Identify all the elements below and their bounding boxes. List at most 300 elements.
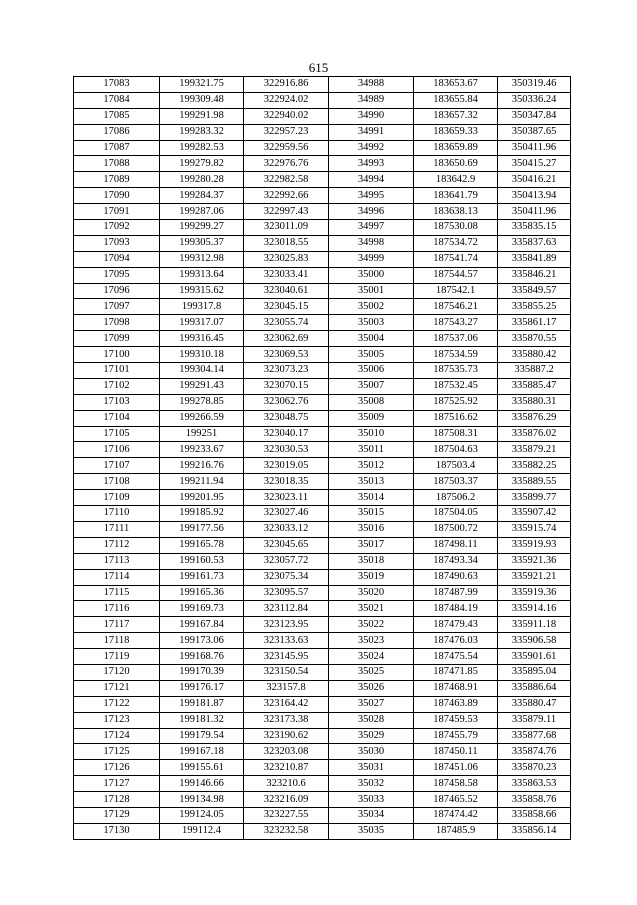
table-cell-y-left: 322959.56 [244, 140, 329, 156]
table-cell-point-id-left: 17090 [74, 188, 160, 204]
table-row [74, 394, 571, 410]
table-cell-point-id-right: 35024 [329, 649, 414, 665]
table-cell-y-left: 322916.86 [244, 77, 329, 93]
table-cell-point-id-right: 35008 [329, 394, 414, 410]
table-cell-y-left: 322997.43 [244, 204, 329, 220]
table-row [74, 442, 571, 458]
table-cell-y-right: 335856.14 [498, 823, 571, 839]
table-cell-x-right: 187465.52 [414, 792, 498, 808]
table-cell-y-left: 323040.61 [244, 283, 329, 299]
coordinates-table-body [74, 77, 571, 840]
table-cell-y-left: 323173.38 [244, 712, 329, 728]
table-cell-y-right: 335901.61 [498, 649, 571, 665]
table-row [74, 92, 571, 108]
table-cell-point-id-left: 17096 [74, 283, 160, 299]
table-cell-y-left: 322924.02 [244, 92, 329, 108]
table-cell-point-id-right: 35021 [329, 601, 414, 617]
table-cell-x-right: 187532.45 [414, 378, 498, 394]
table-cell-y-left: 323045.15 [244, 299, 329, 315]
table-row [74, 474, 571, 490]
table-cell-y-right: 335919.93 [498, 537, 571, 553]
table-cell-x-left: 199181.32 [160, 712, 244, 728]
table-cell-point-id-right: 35006 [329, 363, 414, 379]
table-cell-point-id-left: 17099 [74, 331, 160, 347]
table-cell-y-left: 323048.75 [244, 410, 329, 426]
table-cell-x-left: 199315.62 [160, 283, 244, 299]
table-cell-point-id-left: 17117 [74, 617, 160, 633]
table-cell-point-id-right: 35014 [329, 490, 414, 506]
table-cell-x-right: 187458.58 [414, 776, 498, 792]
table-cell-x-right: 187471.85 [414, 664, 498, 680]
table-cell-point-id-right: 35001 [329, 283, 414, 299]
table-cell-y-right: 335863.53 [498, 776, 571, 792]
table-row [74, 792, 571, 808]
table-cell-y-right: 335921.36 [498, 553, 571, 569]
table-row [74, 521, 571, 537]
table-cell-point-id-right: 35007 [329, 378, 414, 394]
table-cell-y-left: 323045.65 [244, 537, 329, 553]
table-row [74, 172, 571, 188]
table-cell-y-right: 335861.17 [498, 315, 571, 331]
table-cell-x-left: 199317.07 [160, 315, 244, 331]
table-cell-point-id-left: 17107 [74, 458, 160, 474]
table-cell-x-left: 199155.61 [160, 760, 244, 776]
table-cell-x-right: 187508.31 [414, 426, 498, 442]
table-cell-y-left: 323075.34 [244, 569, 329, 585]
table-cell-point-id-right: 35017 [329, 537, 414, 553]
table-cell-x-right: 183657.32 [414, 108, 498, 124]
table-cell-point-id-right: 34998 [329, 235, 414, 251]
table-cell-y-left: 322992.66 [244, 188, 329, 204]
table-cell-x-right: 183641.79 [414, 188, 498, 204]
table-cell-y-right: 335880.42 [498, 347, 571, 363]
table-cell-point-id-right: 34996 [329, 204, 414, 220]
table-row [74, 569, 571, 585]
table-cell-x-right: 187493.34 [414, 553, 498, 569]
table-cell-x-left: 199310.18 [160, 347, 244, 363]
table-cell-x-right: 187546.21 [414, 299, 498, 315]
table-cell-y-left: 323055.74 [244, 315, 329, 331]
table-cell-point-id-right: 35012 [329, 458, 414, 474]
table-cell-point-id-left: 17110 [74, 506, 160, 522]
table-cell-x-right: 183659.89 [414, 140, 498, 156]
table-cell-x-right: 187506.2 [414, 490, 498, 506]
table-cell-x-left: 199283.32 [160, 124, 244, 140]
table-cell-point-id-right: 35020 [329, 585, 414, 601]
table-row [74, 712, 571, 728]
table-cell-y-right: 335876.29 [498, 410, 571, 426]
table-cell-y-right: 335855.25 [498, 299, 571, 315]
table-row [74, 490, 571, 506]
table-row [74, 617, 571, 633]
table-cell-point-id-left: 17119 [74, 649, 160, 665]
table-cell-point-id-left: 17121 [74, 680, 160, 696]
table-cell-y-right: 335879.21 [498, 442, 571, 458]
table-cell-point-id-left: 17124 [74, 728, 160, 744]
table-cell-point-id-left: 17088 [74, 156, 160, 172]
table-cell-point-id-right: 35029 [329, 728, 414, 744]
table-cell-point-id-right: 35009 [329, 410, 414, 426]
table-cell-point-id-right: 35005 [329, 347, 414, 363]
table-cell-y-right: 335835.15 [498, 220, 571, 236]
table-cell-y-right: 335921.21 [498, 569, 571, 585]
table-cell-y-right: 350411.96 [498, 140, 571, 156]
table-cell-x-left: 199312.98 [160, 251, 244, 267]
table-cell-point-id-left: 17092 [74, 220, 160, 236]
table-cell-y-right: 335846.21 [498, 267, 571, 283]
table-cell-y-left: 323069.53 [244, 347, 329, 363]
table-cell-y-left: 323227.55 [244, 807, 329, 823]
table-cell-y-right: 350413.94 [498, 188, 571, 204]
table-cell-x-left: 199278.85 [160, 394, 244, 410]
table-cell-point-id-right: 35004 [329, 331, 414, 347]
table-row [74, 156, 571, 172]
table-cell-y-right: 350416.21 [498, 172, 571, 188]
table-cell-y-right: 335880.31 [498, 394, 571, 410]
table-cell-y-right: 335849.57 [498, 283, 571, 299]
table-cell-x-left: 199251 [160, 426, 244, 442]
table-cell-x-left: 199284.37 [160, 188, 244, 204]
table-cell-x-right: 187503.4 [414, 458, 498, 474]
table-cell-y-left: 323023.11 [244, 490, 329, 506]
table-cell-y-left: 323062.69 [244, 331, 329, 347]
table-cell-point-id-right: 34989 [329, 92, 414, 108]
table-cell-y-right: 350411.96 [498, 204, 571, 220]
table-row [74, 299, 571, 315]
table-cell-y-left: 323027.46 [244, 506, 329, 522]
table-cell-point-id-right: 35022 [329, 617, 414, 633]
table-cell-y-left: 323040.17 [244, 426, 329, 442]
table-cell-point-id-left: 17101 [74, 363, 160, 379]
table-row [74, 426, 571, 442]
table-cell-y-right: 335870.55 [498, 331, 571, 347]
table-cell-point-id-left: 17085 [74, 108, 160, 124]
table-row [74, 347, 571, 363]
table-cell-y-left: 323232.58 [244, 823, 329, 839]
page-number: 615 [308, 60, 329, 75]
table-cell-x-right: 187504.05 [414, 506, 498, 522]
table-cell-y-left: 323070.15 [244, 378, 329, 394]
table-cell-y-right: 350336.24 [498, 92, 571, 108]
table-cell-x-right: 187537.06 [414, 331, 498, 347]
table-cell-point-id-right: 35025 [329, 664, 414, 680]
table-cell-x-right: 183653.67 [414, 77, 498, 93]
table-cell-x-left: 199279.82 [160, 156, 244, 172]
table-cell-point-id-left: 17114 [74, 569, 160, 585]
table-row [74, 744, 571, 760]
table-cell-x-left: 199112.4 [160, 823, 244, 839]
table-cell-y-left: 323133.63 [244, 633, 329, 649]
table-cell-x-right: 187498.11 [414, 537, 498, 553]
table-cell-y-left: 323025.83 [244, 251, 329, 267]
table-cell-point-id-left: 17102 [74, 378, 160, 394]
table-row [74, 108, 571, 124]
table-cell-y-right: 335899.77 [498, 490, 571, 506]
table-row [74, 506, 571, 522]
table-cell-x-left: 199165.78 [160, 537, 244, 553]
table-cell-y-left: 323062.76 [244, 394, 329, 410]
table-cell-y-left: 323150.54 [244, 664, 329, 680]
table-cell-y-left: 323019.05 [244, 458, 329, 474]
table-cell-point-id-right: 35003 [329, 315, 414, 331]
table-cell-x-right: 187543.27 [414, 315, 498, 331]
table-cell-x-right: 187450.11 [414, 744, 498, 760]
table-cell-point-id-right: 35028 [329, 712, 414, 728]
table-cell-x-right: 187474.42 [414, 807, 498, 823]
table-cell-x-right: 187485.9 [414, 823, 498, 839]
table-cell-y-right: 350319.46 [498, 77, 571, 93]
table-cell-y-right: 335914.16 [498, 601, 571, 617]
table-cell-x-right: 187525.92 [414, 394, 498, 410]
table-cell-y-right: 335882.25 [498, 458, 571, 474]
table-cell-x-left: 199304.14 [160, 363, 244, 379]
table-cell-y-right: 335887.2 [498, 363, 571, 379]
table-cell-point-id-left: 17118 [74, 633, 160, 649]
table-cell-x-left: 199266.59 [160, 410, 244, 426]
table-row [74, 696, 571, 712]
table-cell-x-right: 187544.57 [414, 267, 498, 283]
table-row [74, 283, 571, 299]
table-row [74, 585, 571, 601]
table-cell-point-id-left: 17122 [74, 696, 160, 712]
table-cell-y-left: 323033.41 [244, 267, 329, 283]
table-cell-point-id-left: 17091 [74, 204, 160, 220]
table-cell-x-left: 199146.66 [160, 776, 244, 792]
table-cell-point-id-left: 17105 [74, 426, 160, 442]
table-cell-point-id-right: 35018 [329, 553, 414, 569]
table-cell-x-left: 199176.17 [160, 680, 244, 696]
table-cell-y-right: 335907.42 [498, 506, 571, 522]
table-cell-x-right: 187504.63 [414, 442, 498, 458]
table-cell-x-left: 199165.36 [160, 585, 244, 601]
table-cell-x-left: 199291.98 [160, 108, 244, 124]
table-cell-point-id-left: 17127 [74, 776, 160, 792]
table-cell-x-right: 187451.06 [414, 760, 498, 776]
table-cell-x-right: 183638.13 [414, 204, 498, 220]
table-row [74, 553, 571, 569]
table-cell-x-left: 199124.05 [160, 807, 244, 823]
table-cell-point-id-left: 17100 [74, 347, 160, 363]
table-cell-x-left: 199216.76 [160, 458, 244, 474]
table-cell-point-id-right: 34999 [329, 251, 414, 267]
table-cell-x-right: 183659.33 [414, 124, 498, 140]
table-cell-y-right: 350347.84 [498, 108, 571, 124]
table-cell-y-left: 323164.42 [244, 696, 329, 712]
table-cell-point-id-left: 17116 [74, 601, 160, 617]
table-cell-point-id-right: 35031 [329, 760, 414, 776]
table-cell-x-right: 187516.62 [414, 410, 498, 426]
table-cell-y-left: 323210.6 [244, 776, 329, 792]
table-cell-x-left: 199201.95 [160, 490, 244, 506]
table-cell-y-left: 323123.95 [244, 617, 329, 633]
table-cell-point-id-right: 35015 [329, 506, 414, 522]
table-cell-x-left: 199134.98 [160, 792, 244, 808]
table-cell-point-id-left: 17130 [74, 823, 160, 839]
table-cell-y-right: 335919.36 [498, 585, 571, 601]
table-row [74, 77, 571, 93]
table-cell-y-left: 323157.8 [244, 680, 329, 696]
table-row [74, 124, 571, 140]
table-row [74, 728, 571, 744]
table-cell-y-right: 335895.04 [498, 664, 571, 680]
table-cell-point-id-left: 17123 [74, 712, 160, 728]
table-cell-x-left: 199177.56 [160, 521, 244, 537]
table-cell-point-id-right: 35011 [329, 442, 414, 458]
table-row [74, 649, 571, 665]
table-cell-y-right: 335870.23 [498, 760, 571, 776]
table-cell-point-id-left: 17104 [74, 410, 160, 426]
table-cell-x-left: 199282.53 [160, 140, 244, 156]
table-cell-x-right: 187530.08 [414, 220, 498, 236]
table-cell-y-left: 322957.23 [244, 124, 329, 140]
table-cell-point-id-right: 35030 [329, 744, 414, 760]
table-cell-x-left: 199321.75 [160, 77, 244, 93]
table-cell-point-id-left: 17094 [74, 251, 160, 267]
table-cell-y-right: 335879.11 [498, 712, 571, 728]
table-cell-point-id-right: 34988 [329, 77, 414, 93]
table-cell-y-right: 335877.68 [498, 728, 571, 744]
table-cell-x-left: 199299.27 [160, 220, 244, 236]
table-cell-x-left: 199185.92 [160, 506, 244, 522]
table-row [74, 363, 571, 379]
table-cell-x-right: 187463.89 [414, 696, 498, 712]
table-cell-point-id-left: 17115 [74, 585, 160, 601]
table-cell-x-right: 183655.84 [414, 92, 498, 108]
table-row [74, 267, 571, 283]
table-cell-point-id-left: 17120 [74, 664, 160, 680]
table-row [74, 807, 571, 823]
table-cell-x-right: 187541.74 [414, 251, 498, 267]
table-cell-point-id-left: 17126 [74, 760, 160, 776]
table-cell-y-left: 322940.02 [244, 108, 329, 124]
table-cell-y-left: 323018.55 [244, 235, 329, 251]
table-cell-x-right: 187490.63 [414, 569, 498, 585]
table-cell-y-right: 335837.63 [498, 235, 571, 251]
table-row [74, 315, 571, 331]
table-cell-y-right: 335874.76 [498, 744, 571, 760]
table-cell-point-id-right: 35034 [329, 807, 414, 823]
table-cell-y-left: 323033.12 [244, 521, 329, 537]
table-cell-point-id-left: 17109 [74, 490, 160, 506]
table-row [74, 235, 571, 251]
table-cell-point-id-right: 35016 [329, 521, 414, 537]
table-cell-point-id-left: 17083 [74, 77, 160, 93]
table-cell-y-left: 323145.95 [244, 649, 329, 665]
table-cell-point-id-right: 35000 [329, 267, 414, 283]
table-cell-point-id-right: 35002 [329, 299, 414, 315]
table-cell-x-right: 187534.59 [414, 347, 498, 363]
table-cell-x-left: 199167.18 [160, 744, 244, 760]
table-row [74, 664, 571, 680]
table-cell-y-left: 323030.53 [244, 442, 329, 458]
table-cell-point-id-left: 17103 [74, 394, 160, 410]
table-cell-y-right: 335841.89 [498, 251, 571, 267]
table-row [74, 458, 571, 474]
table-cell-y-right: 335885.47 [498, 378, 571, 394]
table-cell-x-left: 199317.8 [160, 299, 244, 315]
table-row [74, 220, 571, 236]
table-cell-y-left: 323095.57 [244, 585, 329, 601]
table-row [74, 410, 571, 426]
table-cell-point-id-right: 34997 [329, 220, 414, 236]
table-cell-y-right: 335858.76 [498, 792, 571, 808]
table-row [74, 601, 571, 617]
table-row [74, 680, 571, 696]
table-cell-x-right: 187535.73 [414, 363, 498, 379]
table-row [74, 251, 571, 267]
table-cell-point-id-right: 35010 [329, 426, 414, 442]
table-cell-x-left: 199160.53 [160, 553, 244, 569]
table-row [74, 776, 571, 792]
table-cell-x-right: 183650.69 [414, 156, 498, 172]
table-cell-x-left: 199173.06 [160, 633, 244, 649]
table-cell-point-id-left: 17112 [74, 537, 160, 553]
table-cell-x-right: 187468.91 [414, 680, 498, 696]
table-cell-point-id-left: 17087 [74, 140, 160, 156]
table-cell-point-id-right: 34995 [329, 188, 414, 204]
table-cell-x-right: 187479.43 [414, 617, 498, 633]
table-cell-y-left: 323057.72 [244, 553, 329, 569]
table-cell-x-left: 199167.84 [160, 617, 244, 633]
table-cell-x-right: 187487.99 [414, 585, 498, 601]
table-cell-x-right: 187459.53 [414, 712, 498, 728]
table-row [74, 204, 571, 220]
table-cell-point-id-right: 35035 [329, 823, 414, 839]
table-cell-x-left: 199287.06 [160, 204, 244, 220]
table-cell-point-id-right: 34992 [329, 140, 414, 156]
table-cell-x-left: 199291.43 [160, 378, 244, 394]
table-cell-y-left: 323073.23 [244, 363, 329, 379]
table-cell-point-id-right: 35032 [329, 776, 414, 792]
table-cell-y-right: 350387.65 [498, 124, 571, 140]
table-row [74, 331, 571, 347]
table-cell-x-right: 187484.19 [414, 601, 498, 617]
table-cell-point-id-right: 35023 [329, 633, 414, 649]
table-cell-x-right: 187476.03 [414, 633, 498, 649]
table-row [74, 760, 571, 776]
table-cell-x-left: 199161.73 [160, 569, 244, 585]
table-cell-x-left: 199211.94 [160, 474, 244, 490]
table-row [74, 537, 571, 553]
table-cell-y-right: 335911.18 [498, 617, 571, 633]
table-cell-y-right: 335886.64 [498, 680, 571, 696]
table-cell-point-id-left: 17111 [74, 521, 160, 537]
table-cell-point-id-right: 34991 [329, 124, 414, 140]
table-cell-y-right: 335858.66 [498, 807, 571, 823]
table-cell-point-id-left: 17093 [74, 235, 160, 251]
table-cell-point-id-left: 17125 [74, 744, 160, 760]
table-cell-point-id-right: 35013 [329, 474, 414, 490]
table-cell-y-right: 335880.47 [498, 696, 571, 712]
table-cell-x-right: 187534.72 [414, 235, 498, 251]
table-row [74, 633, 571, 649]
table-cell-x-left: 199181.87 [160, 696, 244, 712]
coordinates-table [73, 76, 571, 840]
table-row [74, 823, 571, 839]
table-cell-x-left: 199305.37 [160, 235, 244, 251]
table-cell-x-left: 199280.28 [160, 172, 244, 188]
table-cell-x-left: 199170.39 [160, 664, 244, 680]
table-cell-x-right: 187455.79 [414, 728, 498, 744]
table-row [74, 140, 571, 156]
table-cell-point-id-right: 35033 [329, 792, 414, 808]
table-cell-x-left: 199309.48 [160, 92, 244, 108]
table-cell-x-right: 187503.37 [414, 474, 498, 490]
table-cell-point-id-left: 17086 [74, 124, 160, 140]
table-cell-y-left: 323112.84 [244, 601, 329, 617]
table-cell-x-right: 187500.72 [414, 521, 498, 537]
table-cell-y-left: 322976.76 [244, 156, 329, 172]
